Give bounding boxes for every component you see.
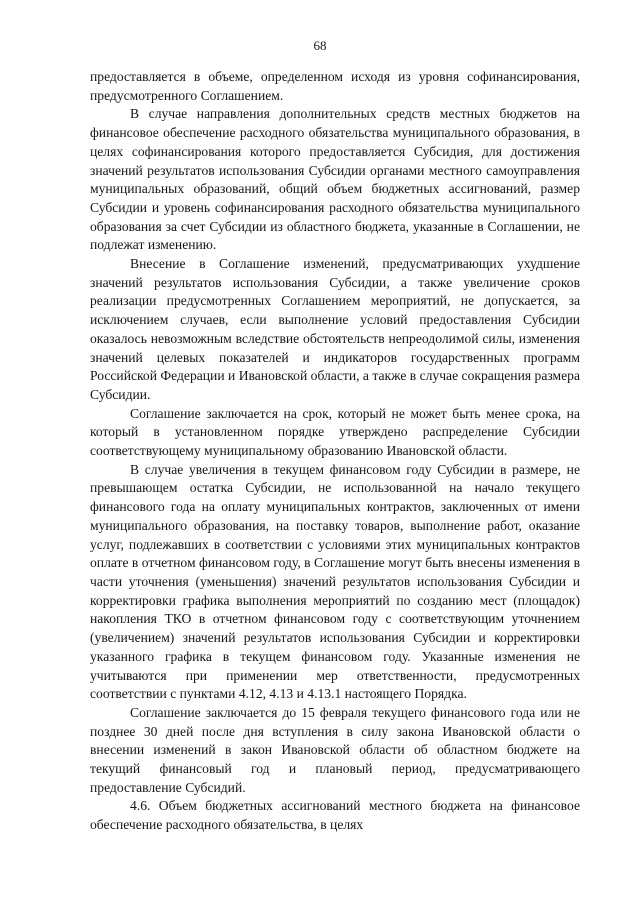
paragraph: Соглашение заключается на срок, который не может быть менее срока, на который в установленном порядке утверждено распределение Субсидии соответствующему муниципальному образованию Ивановской области.: [90, 405, 580, 459]
paragraph-continuation: предоставляется в объеме, определенном исходя из уровня софинансирования, предусмотренного Соглашением.: [90, 69, 580, 103]
page-number: 68: [313, 38, 327, 53]
paragraph: В случае увеличения в текущем финансовом году Субсидии в размере, не превышающем остатка Субсидии, не использованной на начало текущего финансового года на оплату муниципальных контрактов, заключенных от имени муниципального образования, на поставку товаров, выполнение работ, оказание услуг, подлежавших в соответствии с условиями этих муниципальных контрактов оплате в отчетном финансовом году, в Соглашение могут быть внесены изменения в части уточнения (уменьшения) значений результатов использования Субсидии и корректировки графика выполнения мероприятий по созданию мест (площадок) накопления ТКО в отчетном финансовом году с соответствующим уточнением (увеличением) значений результатов использования Субсидии и корректировки указанного графика в текущем финансовом году. Указанные изменения не учитываются при применении мер ответственности, предусмотренных соответствии с пунктами 4.12, 4.13 и 4.13.1 настоящего Порядка.: [90, 461, 580, 702]
document-body: [90, 68, 580, 835]
paragraph: Соглашение заключается до 15 февраля текущего финансового года или не позднее 30 дней после дня вступления в силу закона Ивановской области о внесении изменений в закон Ивановской области об областном бюджете на текущий финансовый год и плановый период, предусматривающего предоставление Субсидий.: [90, 704, 580, 795]
paragraph-section-4-6: 4.6. Объем бюджетных ассигнований местного бюджета на финансовое обеспечение расходного обязательства, в целях: [90, 798, 580, 833]
paragraph: Внесение в Соглашение изменений, предусматривающих ухудшение значений результатов использования Субсидии, а также увеличение сроков реализации предусмотренных Соглашением мероприятий, не допускается, за исключением случаев, если выполнение условий предоставления Субсидии оказалось невозможным вследствие обстоятельств непреодолимой силы, изменения значений целевых показателей и индикаторов государственных программ Российской Федерации и Ивановской области, а также в случае сокращения размера Субсидии.: [90, 256, 580, 402]
paragraph: В случае направления дополнительных средств местных бюджетов на финансовое обеспечение расходного обязательства муниципального образования, в целях софинансирования которого предоставляется Субсидия, для достижения значений результатов использования Субсидии органами местного самоуправления муниципальных образований, общий объем бюджетных ассигнований, размер Субсидии и уровень софинансирования расходного обязательства муниципального образования за счет Субсидии из областного бюджета, указанные в Соглашении, не подлежат изменению.: [90, 106, 580, 253]
